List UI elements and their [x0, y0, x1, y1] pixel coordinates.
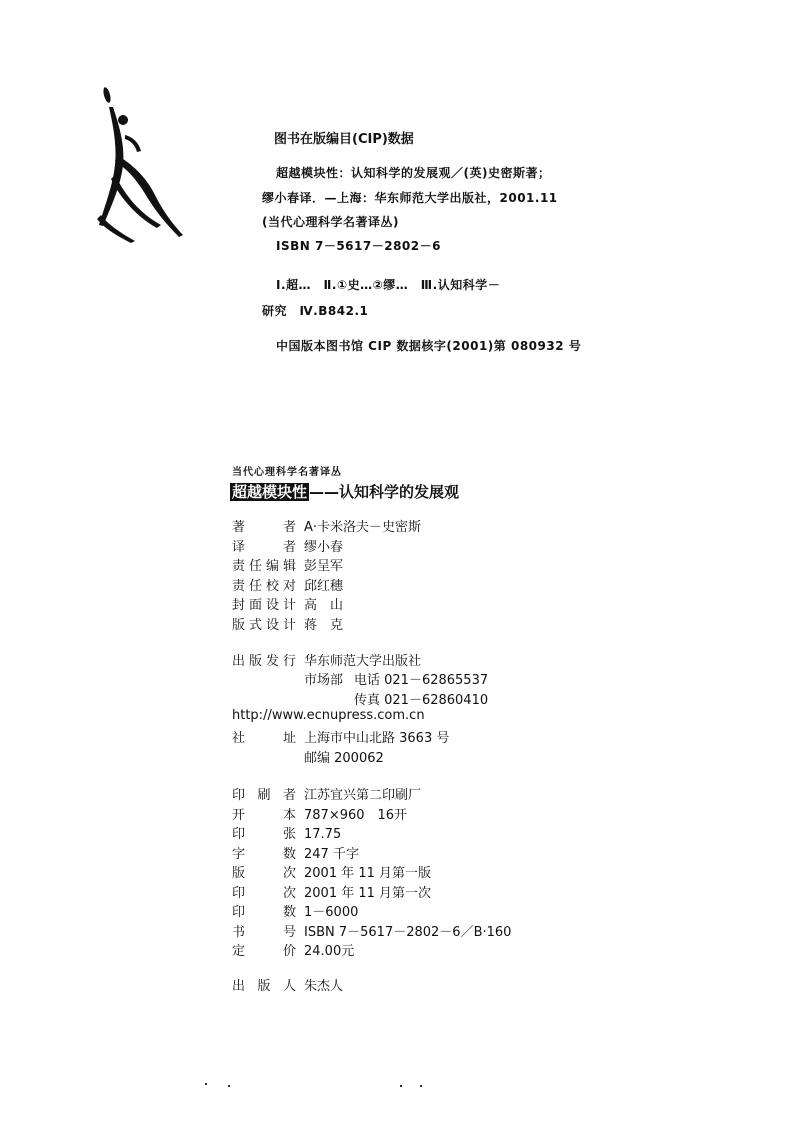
publisher-name: 华东师范大学出版社: [304, 654, 422, 669]
book-title-sub: ——认知科学的发展观: [309, 483, 460, 501]
calligraphy-brush-logo: [95, 85, 185, 245]
spec-row-value: 24.00元: [304, 944, 355, 959]
cip-line3: (当代心理科学名著译丛): [262, 215, 399, 229]
spec-row-value: 2001 年 11 月第一版: [304, 866, 432, 881]
spec-row: [232, 921, 511, 940]
spec-row-label: 印 刷 者: [232, 788, 296, 803]
credit-row-value: 蒋 克: [304, 617, 344, 633]
credit-row-value: 邱红穗: [304, 578, 344, 594]
scan-speck: [400, 1085, 402, 1087]
spec-row-label: 印 张: [232, 827, 296, 842]
credit-row-value: A·卡米洛夫－史密斯: [304, 520, 422, 535]
spec-row: [232, 862, 431, 881]
publisher-person-name: 朱杰人: [304, 979, 344, 994]
publisher-url: http://www.ecnupress.com.cn: [232, 708, 425, 723]
cip-record: 中国版本图书馆 CIP 数据核字(2001)第 080932 号: [276, 339, 582, 353]
credits-list: [232, 516, 632, 636]
spec-row-value: 787×960 16开: [304, 807, 408, 823]
credit-row-label: 译 者: [232, 539, 296, 555]
cip-line2: 缪小春译．—上海：华东师范大学出版社，2001.11: [262, 191, 558, 205]
credit-row: [232, 516, 421, 535]
credit-row: [232, 614, 343, 633]
spec-row: [232, 843, 359, 862]
credit-row-value: 彭呈军: [304, 559, 344, 574]
credit-row: [232, 536, 343, 555]
cip-class2: 研究 Ⅳ.B842.1: [262, 304, 369, 318]
scan-speck: [420, 1085, 422, 1087]
spec-row: [232, 882, 431, 901]
spec-row: [232, 901, 358, 920]
spec-row-label: 印 次: [232, 885, 296, 901]
spec-row-value: ISBN 7－5617－2802－6／B·160: [304, 924, 512, 940]
publisher-label: 出版发行: [232, 654, 296, 669]
spec-row-label: 书 号: [232, 924, 296, 940]
spec-row-label: 版 次: [232, 866, 296, 881]
book-title-main: 超越模块性: [232, 483, 308, 501]
credit-row: [232, 594, 343, 613]
scan-speck: [228, 1085, 230, 1087]
specs-list: [232, 784, 632, 964]
credit-row: [232, 555, 343, 574]
book-title: [230, 481, 459, 502]
cip-class1: Ⅰ.超… Ⅱ.①史…②缪… Ⅲ.认知科学－: [276, 278, 501, 292]
publisher-person-label: 出 版 人: [232, 979, 296, 994]
credit-row-value: 高 山: [304, 598, 344, 613]
cip-line1: 超越模块性：认知科学的发展观／(英)史密斯著；: [276, 166, 551, 180]
spec-row-label: 印 数: [232, 905, 296, 920]
publisher-person: [232, 975, 343, 994]
publisher-phone: 电话 021－62865537: [354, 673, 489, 688]
series-name: 当代心理科学名著译丛: [232, 467, 342, 478]
credit-row-label: 责任编辑: [232, 559, 296, 574]
credit-row-label: 封面设计: [232, 598, 296, 613]
spec-row: [232, 784, 421, 803]
publisher-address: 上海市中山北路 3663 号: [304, 731, 450, 746]
credit-row-label: 著 者: [232, 520, 296, 535]
spec-row-value: 17.75: [304, 827, 342, 842]
spec-row-value: 1－6000: [304, 905, 359, 920]
spec-row-value: 江苏宜兴第二印刷厂: [304, 788, 422, 803]
spec-row: [232, 940, 354, 959]
publisher-fax: 传真 021－62860410: [354, 693, 489, 708]
cip-heading: 图书在版编目(CIP)数据: [274, 132, 414, 147]
spec-row: [232, 804, 407, 823]
spec-row: [232, 823, 341, 842]
credit-row-value: 缪小春: [304, 539, 344, 555]
spec-row-value: 247 千字: [304, 846, 359, 862]
credit-row-label: 版式设计: [232, 617, 296, 633]
spec-row-label: 开 本: [232, 807, 296, 823]
scan-speck: [205, 1083, 207, 1085]
address-label: 社 址: [232, 731, 296, 746]
spec-row-value: 2001 年 11 月第一次: [304, 885, 432, 901]
publisher-postcode: 邮编 200062: [304, 751, 384, 766]
credit-row: [232, 575, 343, 594]
publisher-dept: 市场部: [304, 673, 344, 688]
spec-row-label: 定 价: [232, 944, 296, 959]
cip-isbn: ISBN 7－5617－2802－6: [276, 239, 441, 253]
spec-row-label: 字 数: [232, 846, 296, 862]
credit-row-label: 责任校对: [232, 578, 296, 594]
